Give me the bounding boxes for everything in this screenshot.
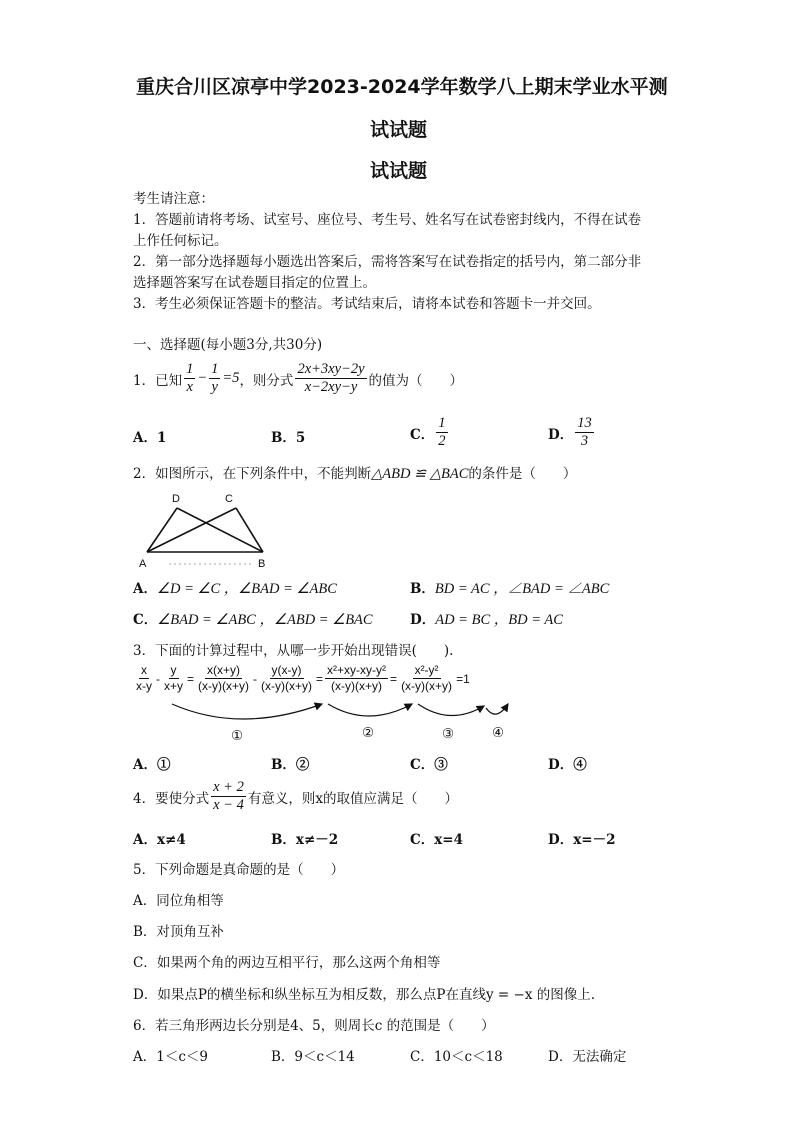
q2-stem-math: △ABD ≌ △BAC	[371, 466, 469, 482]
q3-option-b[interactable]: B．②	[271, 757, 310, 773]
q3-calculation: $\frac{x}{x-y}$ - $\frac{y}{x+y}$ = $\frac{x(x+y)}{(x-y)(x+y)}$ - $\frac{y(x-y)}{(x-y)(x+y)}$ = $\frac{\text{x²+xy-xy-y²}}{(x-y)(x+y)}$ = $\frac{\text{x²-y²}}{(x-y)(x+y)}$ =1	[136, 663, 470, 694]
q5-option-a[interactable]: A．同位角相等	[133, 893, 224, 909]
question-1-stem: 1．已知 $\frac{1}{x}$ − $\frac{1}{y}$ =5 ，则分式 $\frac{2x+3xy-2y}{x-2xy-y}$ 的值为（ ）	[133, 361, 463, 396]
notice-item-1: 1．答题前请将考场、试室号、座位号、考生号、姓名写在试卷密封线内，不得在试卷	[133, 212, 642, 228]
vertex-label-a: A	[139, 558, 147, 570]
step-label-1: ①	[231, 728, 244, 744]
vertex-label-c: C	[225, 493, 233, 505]
notice-heading: 考生请注意：	[133, 191, 214, 207]
question-2-stem: 2．如图所示，在下列条件中，不能判断△ABD ≌ △BAC的条件是（ ）	[133, 466, 577, 482]
notice-item-3: 3．考生必须保证答题卡的整洁。考试结束后，请将本试卷和答题卡一并交回。	[133, 296, 601, 312]
q1-tail: 的值为（ ）	[368, 372, 463, 389]
q4-option-a[interactable]: A．x≠4	[133, 832, 186, 848]
q5-option-c[interactable]: C．如果两个角的两边互相平行，那么这两个角相等	[133, 955, 441, 971]
step-label-3: ③	[442, 726, 455, 742]
step-arrow-1	[172, 704, 322, 719]
q3-fraction-2: $\frac{y}{x+y}$	[164, 663, 184, 694]
q2-option-a[interactable]: A．∠D = ∠C ，∠BAD = ∠ABC	[133, 581, 337, 597]
q6-option-a[interactable]: A．1＜c＜9	[133, 1049, 208, 1065]
q1-option-a[interactable]: A．1	[133, 430, 167, 446]
q5-option-b[interactable]: B．对顶角互补	[133, 924, 224, 940]
notice-item-1-cont: 上作任何标记。	[133, 233, 228, 249]
vertex-label-b: B	[258, 558, 266, 570]
q2-option-d[interactable]: D．AD = BC ，BD = AC	[410, 612, 563, 628]
q1-expression: $\frac{2x+3xy-2y}{x-2xy-y}$	[297, 361, 365, 396]
q2-option-c[interactable]: C．∠BAD = ∠ABC ，∠ABD = ∠BAC	[133, 612, 373, 628]
vertex-label-d: D	[172, 493, 180, 505]
step-arrow-4	[486, 704, 508, 714]
section-heading: 一、选择题(每小题3分,共30分)	[133, 337, 323, 353]
question-4-stem: 4．要使分式 $\frac{x + 2}{x - 4}$ 有意义，则x的取值应满足（ ）	[133, 779, 458, 814]
question-6-stem: 6．若三角形两边长分别是4、5，则周长c 的范围是（ ）	[133, 1018, 495, 1034]
notice-item-2: 2．第一部分选择题每小题选出答案后，需将答案写在试卷指定的括号内，第二部分非	[133, 254, 642, 270]
question-5-stem: 5．下列命题是真命题的是（ ）	[133, 862, 345, 878]
q3-fraction-4: $\frac{y(x-y)}{(x-y)(x+y)}$	[261, 663, 313, 694]
q6-option-b[interactable]: B．9＜c＜14	[271, 1049, 355, 1065]
q3-option-c[interactable]: C．③	[410, 757, 448, 773]
step-arrow-2	[328, 704, 412, 716]
step-arrow-3	[418, 704, 484, 716]
q1-equation-value: =5	[222, 370, 240, 387]
q4-fraction: $\frac{x + 2}{x - 4}$	[213, 779, 244, 814]
q3-fraction-3: $\frac{x(x+y)}{(x-y)(x+y)}$	[198, 663, 250, 694]
notice-item-2-cont: 选择题答案写在试卷题目指定的位置上。	[133, 275, 376, 291]
q4-option-b[interactable]: B．x≠－2	[271, 832, 339, 848]
step-label-2: ②	[362, 725, 375, 741]
step-label-4: ④	[492, 725, 505, 741]
q1-option-d[interactable]: D． $\frac{13}{3}$	[548, 415, 592, 450]
q3-fraction-5: $\frac{\text{x²+xy-xy-y²}}{(x-y)(x+y)}$	[327, 663, 387, 694]
q3-fraction-6: $\frac{\text{x²-y²}}{(x-y)(x+y)}$	[401, 663, 453, 694]
q4-option-c[interactable]: C．x=4	[410, 832, 463, 848]
q3-option-a[interactable]: A．①	[133, 757, 171, 773]
q1-lead: 1．已知	[133, 372, 183, 389]
q3-option-d[interactable]: D．④	[548, 757, 587, 773]
q1-option-c[interactable]: C． $\frac{1}{2}$	[410, 415, 446, 450]
q1-mid: ，则分式	[239, 372, 294, 389]
q1-option-b[interactable]: B．5	[271, 430, 306, 446]
q6-option-d[interactable]: D．无法确定	[548, 1049, 627, 1065]
q2-figure	[133, 488, 273, 572]
q3-step-arrows	[160, 698, 520, 730]
q1-fraction-1x: $\frac{1}{x}$	[186, 361, 194, 396]
q1-fraction-1y: $\frac{1}{y}$	[211, 361, 219, 396]
q4-option-d[interactable]: D．x=－2	[548, 832, 616, 848]
q3-result: =1	[456, 671, 470, 686]
question-3-stem: 3．下面的计算过程中，从哪一步开始出现错误( ).	[133, 643, 454, 659]
q5-option-d[interactable]: D．如果点P的横坐标和纵坐标互为相反数，那么点P在直线y = −x 的图像上.	[133, 987, 596, 1003]
q3-fraction-1: $\frac{x}{x-y}$	[136, 663, 152, 694]
q6-option-c[interactable]: C．10＜c＜18	[410, 1049, 503, 1065]
q2-option-b[interactable]: B．BD = AC ，∠BAD = ∠ABC	[410, 581, 610, 597]
page-title: 重庆合川区凉亭中学2023-2024学年数学八上期末学业水平测	[136, 76, 668, 98]
page-subtitle: 试试题	[370, 160, 428, 182]
page-title-cont: 试试题	[370, 119, 428, 141]
